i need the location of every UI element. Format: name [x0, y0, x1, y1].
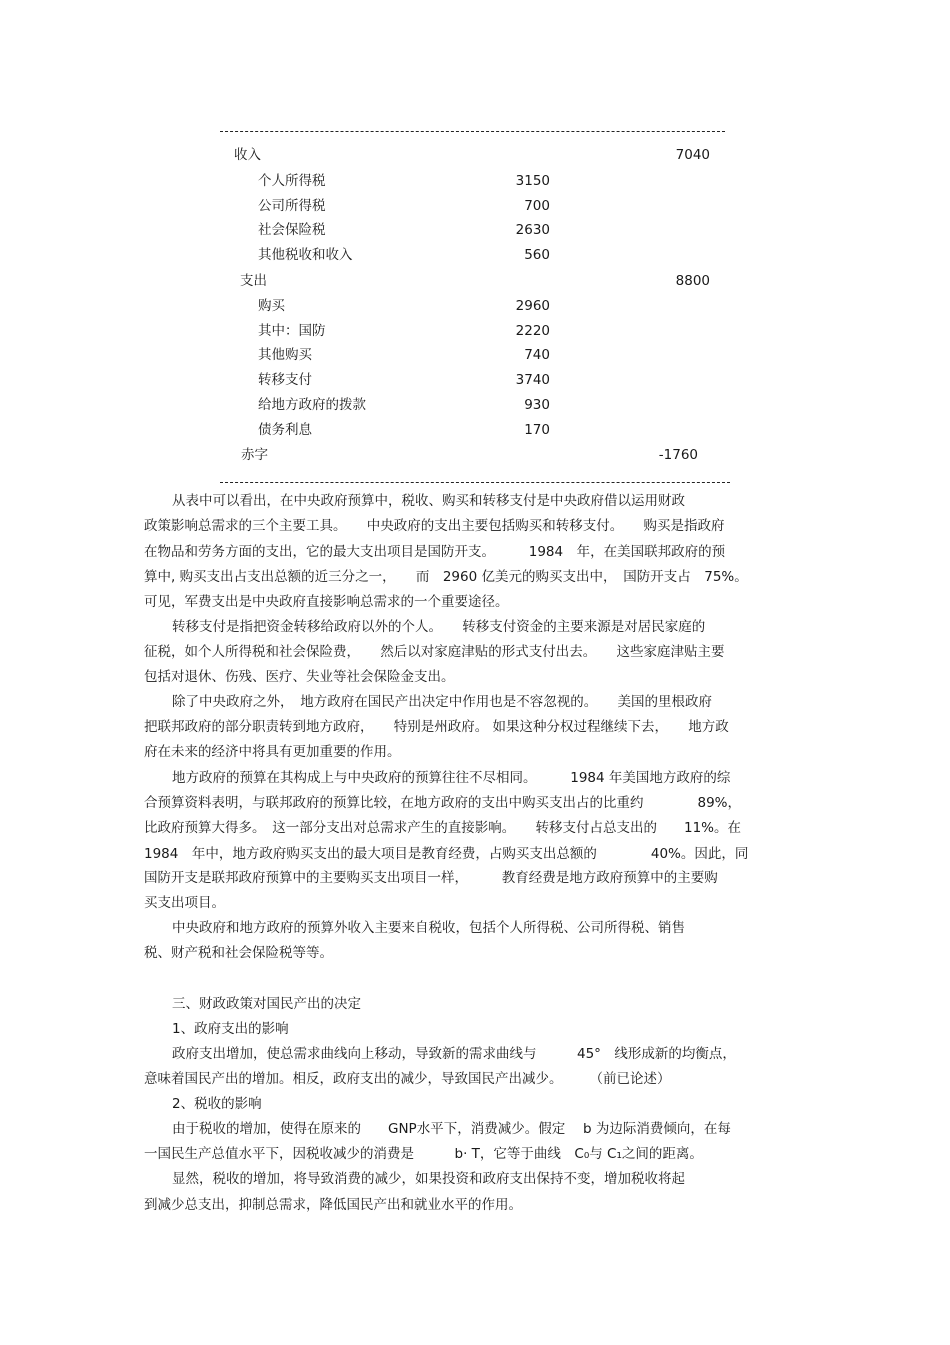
text-line: 从表中可以看出，在中央政府预算中，税收、购买和转移支付是中央政府借以运用财政 — [172, 493, 685, 509]
deficit-label: 赤字 — [241, 447, 268, 463]
expense-item-value: 2960 — [515, 298, 550, 314]
table-top-rule — [220, 131, 725, 132]
text-line: 政策影响总需求的三个主要工具。 中央政府的支出主要包括购买和转移支付。 购买是指政府 — [144, 518, 725, 534]
expense-item-value: 170 — [524, 422, 550, 438]
text-line: 除了中央政府之外， 地方政府在国民产出决定中作用也是不容忽视的。 美国的里根政府 — [172, 694, 712, 710]
text-line: 显然，税收的增加，将导致消费的减少，如果投资和政府支出保持不变，增加税收将起 — [172, 1171, 685, 1187]
expense-item-value: 3740 — [515, 372, 550, 388]
expense-total: 8800 — [675, 273, 710, 289]
text-line: 由于税收的增加，使得在原来的 GNP水平下，消费减少。假定 b 为边际消费倾向，在每 — [172, 1121, 731, 1137]
expense-item-label: 其中：国防 — [258, 323, 326, 339]
expense-item-value: 2220 — [515, 323, 550, 339]
text-line: 可见，军费支出是中央政府直接影响总需求的一个重要途径。 — [144, 594, 509, 610]
text-line: 包括对退休、伤残、医疗、失业等社会保险金支出。 — [144, 669, 455, 685]
expense-item-label: 给地方政府的拨款 — [258, 397, 366, 413]
text-line: 一国民生产总值水平下，因税收减少的消费是 b· T，它等于曲线 C₀与 C₁之间的距离。 — [144, 1146, 703, 1162]
income-item-label: 其他税收和收入 — [258, 247, 353, 263]
expense-item-value: 930 — [524, 397, 550, 413]
expense-item-label: 购买 — [258, 298, 285, 314]
income-item-label: 公司所得税 — [258, 198, 326, 214]
expense-item-value: 740 — [524, 347, 550, 363]
text-line: 中央政府和地方政府的预算外收入主要来自税收，包括个人所得税、公司所得税、销售 — [172, 920, 685, 936]
income-item-value: 3150 — [515, 173, 550, 189]
income-item-label: 社会保险税 — [258, 222, 326, 238]
text-line: 在物品和劳务方面的支出，它的最大支出项目是国防开支。 1984 年，在美国联邦政府的预 — [144, 544, 726, 560]
expense-label: 支出 — [240, 273, 267, 289]
subsection-heading: 1、政府支出的影响 — [172, 1021, 289, 1037]
text-line: 转移支付是指把资金转移给政府以外的个人。 转移支付资金的主要来源是对居民家庭的 — [172, 619, 706, 635]
text-line: 税、财产税和社会保险税等等。 — [144, 945, 333, 961]
text-line: 政府支出增加，使总需求曲线向上移动，导致新的需求曲线与 45° 线形成新的均衡点， — [172, 1046, 736, 1062]
text-line: 买支出项目。 — [144, 895, 225, 911]
text-line: 算中, 购买支出占支出总额的近三分之一， 而 2960 亿美元的购买支出中， 国防开支占 75%。 — [144, 569, 748, 585]
text-line: 国防开支是联邦政府预算中的主要购买支出项目一样， 教育经费是地方政府预算中的主要购 — [144, 870, 718, 886]
expense-item-label: 债务利息 — [258, 422, 312, 438]
text-line: 比政府预算大得多。 这一部分支出对总需求产生的直接影响。 转移支付占总支出的 11%。在 — [144, 820, 742, 836]
income-item-value: 700 — [524, 198, 550, 214]
text-line: 府在未来的经济中将具有更加重要的作用。 — [144, 744, 401, 760]
subsection-heading: 2、税收的影响 — [172, 1096, 262, 1112]
text-line: 把联邦政府的部分职责转到地方政府， 特别是州政府。 如果这种分权过程继续下去， 地方政 — [144, 719, 729, 735]
expense-item-label: 转移支付 — [258, 372, 312, 388]
table-bottom-rule — [220, 482, 730, 483]
section-heading: 三、财政政策对国民产出的决定 — [172, 996, 361, 1012]
text-line: 地方政府的预算在其构成上与中央政府的预算往往不尽相同。 1984 年美国地方政府的综 — [172, 770, 731, 786]
deficit-value: -1760 — [658, 447, 698, 463]
text-line: 意味着国民产出的增加。相反，政府支出的减少，导致国民产出减少。 （前已论述） — [144, 1071, 671, 1087]
income-item-value: 560 — [524, 247, 550, 263]
income-item-value: 2630 — [515, 222, 550, 238]
expense-item-label: 其他购买 — [258, 347, 312, 363]
text-line: 合预算资料表明，与联邦政府的预算比较，在地方政府的支出中购买支出占的比重约 89%， — [144, 795, 742, 811]
text-line: 1984 年中，地方政府购买支出的最大项目是教育经费，占购买支出总额的 40%。因此，同 — [144, 846, 749, 862]
text-line: 征税，如个人所得税和社会保险费， 然后以对家庭津贴的形式支付出去。 这些家庭津贴主要 — [144, 644, 725, 660]
text-line: 到减少总支出，抑制总需求，降低国民产出和就业水平的作用。 — [144, 1197, 522, 1213]
income-total: 7040 — [675, 147, 710, 163]
income-label: 收入 — [234, 147, 261, 163]
income-item-label: 个人所得税 — [258, 173, 326, 189]
